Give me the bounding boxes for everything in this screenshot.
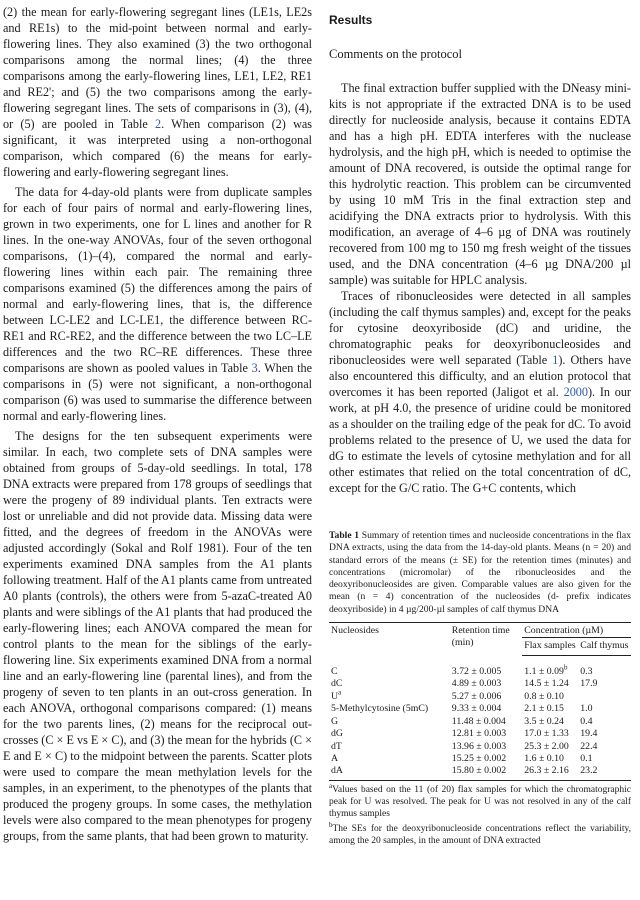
table-3-link[interactable]: 3	[251, 361, 258, 375]
cell-flax-concentration: 2.1 ± 0.15	[524, 703, 564, 715]
cell-nucleoside: C	[331, 665, 338, 677]
table-row	[329, 753, 631, 765]
cell-flax-concentration: 3.5 ± 0.24	[524, 715, 564, 727]
citation-jaligot-link[interactable]: 2000	[563, 385, 588, 399]
table-row	[329, 678, 631, 690]
header-concentration: Concentration (µM)	[522, 623, 631, 638]
cell-nucleoside: $U^a$	[331, 688, 342, 702]
cell-retention-time: 11.48 ± 0.004	[451, 715, 506, 727]
left-paragraph-3: The designs for the ten subsequent experiments were similar. In each, two complete sets of DNA samples were obtained from groups of 5-day-old seedlings. In total, 178 DNA extracts were prepared from 178 groups of seedlings that were the progeny of 89 individual plants. Ten extracts were lost or unreliable and did not provide data. Missing data were fitted, and the degrees of freedom in the ANOVAs were adjusted accordingly (Sokal and Rolf 1981). Four of the ten experiments examined DNA samples from the A1 plants following treatment. Half of the A1 plants came from untreated A0 plants (controls), the others were from 5-azaC-treated A0 plants and were siblings of the A1 plants that had produced the early-flowering lines; each ANOVA compared the mean for control plants to the mean for the siblings of the early-flowering line. Six experiments examined DNA from a normal line and an early-flowering line (parental lines), and from the progeny of seven to ten plants in an out-cross generation. In each ANOVA, orthogonal comparisons compared: (1) means for the two parents lines, (2) means for the reciprocal out-crosses (C × E vs E × C), and (3) the mean for the hybrids (C × E and E × C) to the midpoint between the parents. Scatter plots were used to compare the mean methylation levels for the samples, in an experiment, to the phenotypes of the plants that produced the progeny groups. In some cases, the methylation levels were also compared to the mean phenotypes for progeny groups, from the same plants, that had been grown to maturity.	[3, 429, 312, 843]
cell-nucleoside: dC	[331, 678, 343, 690]
footnote-a: $^a$Values based on the 11 (of 20) flax samples for which the chromatographic peak for U was resolved. The peak for U was not resolved in any of the calf thymus samples	[329, 781, 631, 819]
cell-calf-concentration: 0.4	[580, 715, 593, 727]
cell-flax-concentration: 1.6 ± 0.10	[524, 752, 564, 764]
left-paragraph-1: (2) the mean for early-flowering segregant lines (LE1s, LE2s and RE1s) to the mid-point between normal and early-flowering lines. They also examined (3) the two orthogonal comparisons among the normal lines; (4) the three comparisons among the early-flowering lines, LE1, LE2, RE1 and RE2'; and (5) the two comparisons among the early-flowering segregant lines. The sets of comparisons in (3), (4), or (5) are pooled in Table 2. When comparison (2) was significant, it was interpreted using a non-orthogonal comparison, which compared (6) the means for early-flowering and early-flowering segregant lines.	[3, 5, 313, 179]
left-paragraph-2: The data for 4-day-old plants were from duplicate samples for each of four pairs of normal and early-flowering lines, grown in two experiments, one for L lines and another for R lines. In the one-way ANOVAs, four of the seven orthogonal comparisons, (1)–(4), compared the normal and early-flowering lines within each pair. The remaining three comparisons examined (5) the differences among the pairs of normal and early-flowering lines, that is, the difference between LC-LE2 and LC-LE1, the difference between RC-RE1 and RC-RE2, and the difference between the two LC–LE differences and the two RC–RE differences. These three comparisons are shown as pooled values in Table 3. When the comparisons in (5) were not significant, a non-orthogonal comparison (6) was used to summarise the difference between normal and early-flowering lines.	[3, 185, 312, 423]
cell-calf-concentration	[578, 691, 631, 703]
cell-flax-concentration: 26.3 ± 2.16	[522, 765, 578, 780]
cell-retention-time: 15.80 ± 0.002	[450, 765, 522, 780]
table-body	[329, 656, 631, 781]
nucleoside-table	[329, 622, 631, 781]
section-title: Results	[329, 13, 373, 27]
cell-retention-time: 5.27 ± 0.006	[451, 690, 502, 702]
table-row	[329, 656, 631, 679]
right-paragraph-1: The final extraction buffer supplied with the DNeasy mini-kits is not appropriate if the extracted DNA is to be used directly for nucleoside analysis, because it contains EDTA and has a high pH. EDTA interferes with the nuclease hydrolysis, and the high pH, which is needed to optimise the amount of DNA recovered, is outside the optimal range for this hydrolytic reaction. This problem can be circumvented by using 10 mM Tris in the final extraction step and acidifying the DNA extracts prior to hydrolysis. With this modification, an average of 4–6 µg of DNA was routinely recovered from 100 mg to 150 mg fresh weight of the tissues used, and the DNA concentration (4–6 µg DNA/200 µl sample) was suitable for HPLC analysis.	[329, 81, 631, 287]
cell-calf-concentration: 0.1	[580, 752, 593, 764]
cell-retention-time: 3.72 ± 0.005	[451, 665, 502, 677]
subsection-title: Comments on the protocol	[329, 47, 462, 61]
cell-flax-concentration: 25.3 ± 2.00	[524, 740, 569, 752]
cell-calf-concentration: 1.0	[580, 703, 593, 715]
table-1	[329, 530, 631, 847]
header-retention: Retention time (min)	[450, 623, 522, 656]
cell-calf-concentration: 17.9	[580, 678, 598, 690]
table-row	[329, 741, 631, 753]
header-calf: Calf thymus	[578, 638, 631, 656]
cell-flax-concentration: 0.8 ± 0.10	[524, 690, 564, 702]
cell-retention-time: 13.96 ± 0.003	[451, 740, 507, 752]
cell-retention-time: 12.81 ± 0.003	[451, 728, 507, 740]
table-row	[329, 765, 631, 780]
header-nucleosides: Nucleosides	[329, 623, 450, 656]
cell-calf-concentration: 22.4	[580, 740, 598, 752]
table-row	[329, 691, 631, 703]
table-1-link[interactable]: 1	[552, 353, 559, 367]
table-row	[329, 716, 631, 728]
table-2-link[interactable]: 2	[155, 117, 162, 131]
cell-calf-concentration: 19.4	[580, 728, 598, 740]
cell-nucleoside: 5-Methylcytosine (5mC)	[331, 703, 429, 715]
cell-flax-concentration: 14.5 ± 1.24	[524, 678, 569, 690]
left-column	[3, 4, 312, 844]
right-paragraph-2: Traces of ribonucleosides were detected in all samples (including the calf thymus samples) and, except for the peaks for cytosine deoxyriboside (dC) and uridine, the chromatographic peaks for deoxyribonucleosides and ribonucleosides were well separated (Table 1). Others have also encountered this difficulty, and an elution protocol that overcomes it has been reported (Jaligot et al. 2000). In our work, at pH 4.0, the presence of uridine could be monitored as a shoulder on the trailing edge of the peak for dC. To avoid problems related to the presence of U, we used the data for dG to estimate the levels of cytosine methylation and for all other estimates that relied on the total concentration of dC, except for the G/C ratio. The G+C contents, which	[329, 289, 631, 495]
cell-retention-time: 9.33 ± 0.004	[451, 703, 502, 715]
cell-nucleoside: A	[331, 752, 339, 764]
right-column	[329, 4, 631, 496]
table-label: Table 1	[329, 530, 360, 541]
table-caption: Table 1 Summary of retention times and nucleoside concentrations in the flax DNA extracts, using the data from the 14-day-old plants. Means (n = 20) and standard errors of the means (± SE) for the retention times (minutes) and concentrations (micromolar) of the ribonucleosides and the deoxyribonucleosides are given. Comparable values are also given for the mean (n = 4) concentration of the nucleosides (d- prefix indicates deoxyriboside) in 4 µg/200-µl samples of calf thymus DNA	[329, 530, 631, 615]
cell-nucleoside: dA	[329, 765, 450, 780]
cell-calf-concentration: 23.2	[578, 765, 631, 780]
cell-nucleoside: dT	[331, 740, 342, 752]
cell-nucleoside: G	[331, 715, 339, 727]
cell-flax-concentration: 17.0 ± 1.33	[524, 728, 569, 740]
cell-flax-concentration: 1.1 ± 0.09$^b$	[524, 663, 568, 678]
cell-retention-time: 15.25 ± 0.002	[451, 752, 507, 764]
table-row	[329, 703, 631, 715]
footnote-b: $^b$The SEs for the deoxyribonucleoside concentrations reflect the variability, among the 20 samples, in the amount of DNA extracted	[329, 820, 631, 846]
cell-nucleoside: dG	[331, 728, 343, 740]
cell-calf-concentration: 0.3	[580, 666, 593, 678]
header-flax: Flax samples	[522, 638, 578, 656]
table-row	[329, 728, 631, 740]
cell-retention-time: 4.89 ± 0.003	[451, 678, 502, 690]
